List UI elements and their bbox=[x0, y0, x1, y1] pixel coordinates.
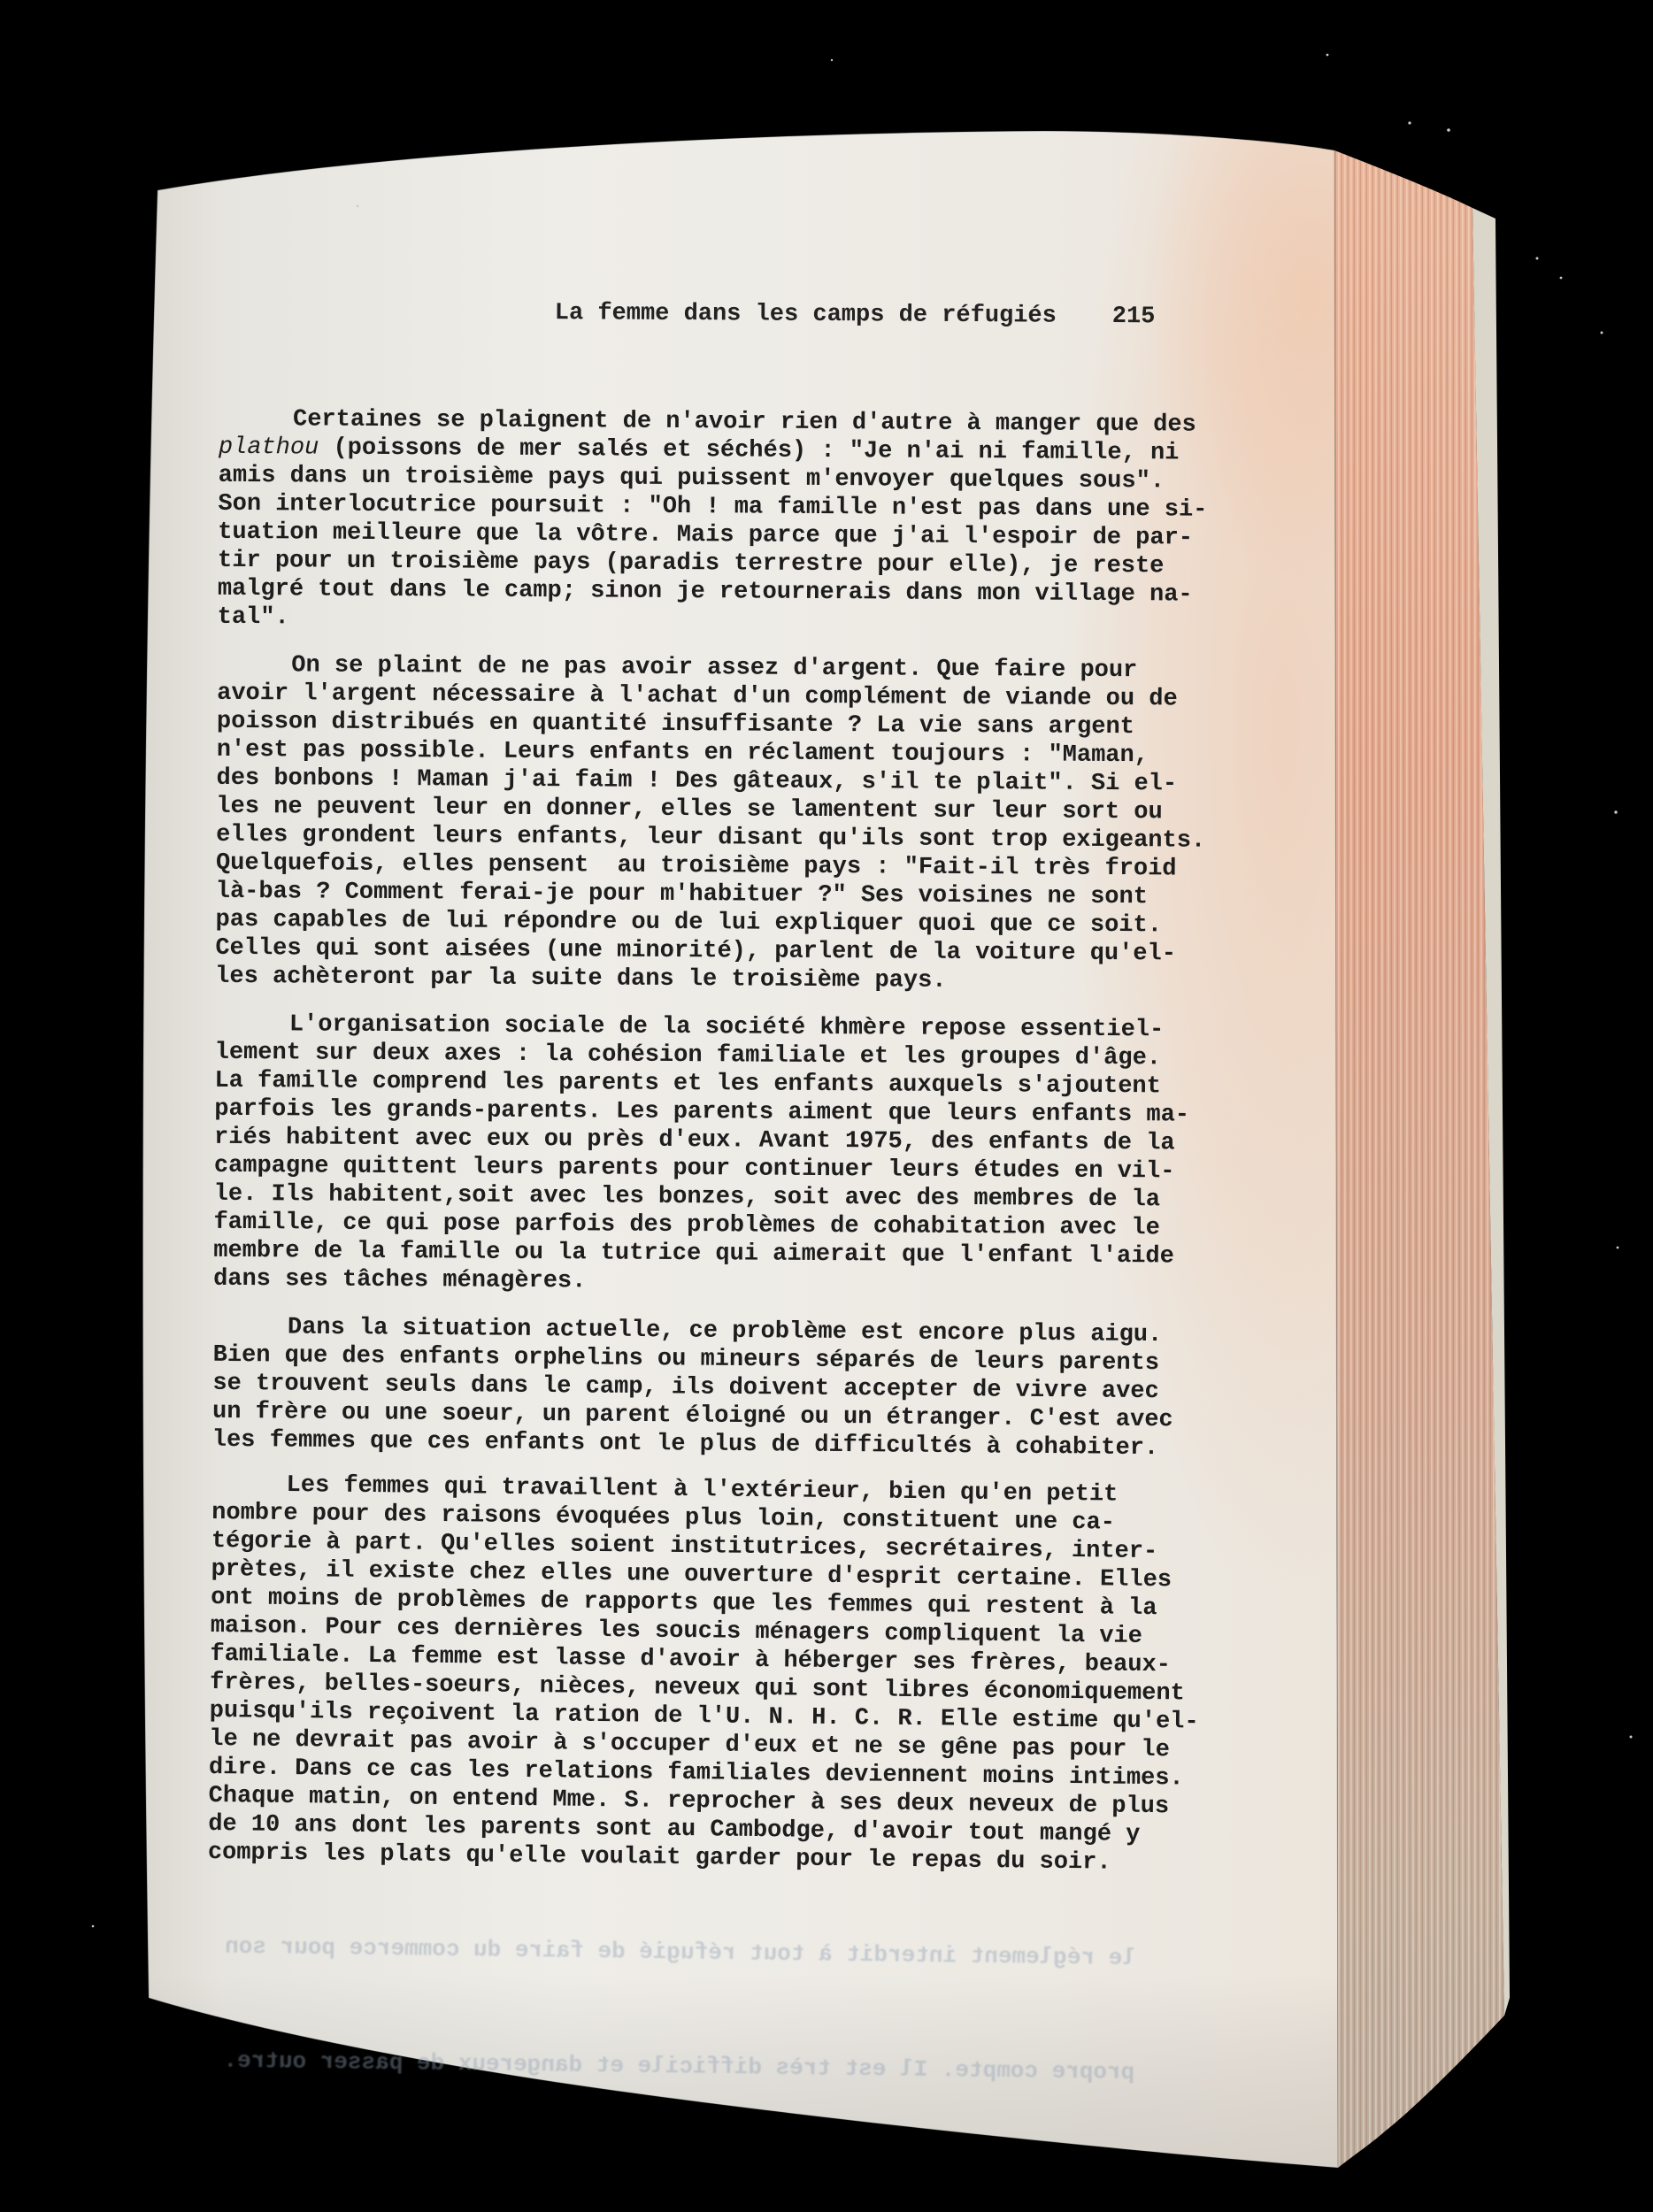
text-line: membre de la famille ou la tutrice qui aimerait que l'enfant l'aide bbox=[213, 1237, 1174, 1271]
paragraph-4 bbox=[212, 1313, 1284, 1464]
text-line: les achèteront par la suite dans le troisième pays. bbox=[215, 963, 947, 995]
text-line: tuation meilleure que la vôtre. Mais parce que j'ai l'espoir de par- bbox=[218, 518, 1194, 552]
text-line: parfois les grands-parents. Les parents aiment que leurs enfants ma- bbox=[214, 1095, 1190, 1129]
text-line: Quelquefois, elles pensent au troisième pays : "Fait-il très froid bbox=[215, 849, 1177, 883]
text-line: lement sur deux axes : la cohésion familiale et les groupes d'âge. bbox=[214, 1039, 1162, 1072]
text-line: nombre pour des raisons évoquées plus loin, constituent une ca- bbox=[211, 1500, 1116, 1537]
text-line-rest: (poissons de mer salés et séchés) : "Je n'ai ni famille, ni bbox=[319, 434, 1180, 467]
text-line: des bonbons ! Maman j'ai faim ! Des gâteaux, s'il te plait". Si el- bbox=[216, 764, 1178, 798]
text-line: elles grondent leurs enfants, leur disant qu'ils sont trop exigeants. bbox=[216, 821, 1206, 855]
text-line: Certaines se plaignent de n'avoir rien d'autre à manger que des bbox=[292, 406, 1196, 439]
paragraph-1 bbox=[218, 405, 1290, 638]
text-line: là-bas ? Comment ferai-je pour m'habituer ?" Ses voisines ne sont bbox=[215, 878, 1149, 911]
text-line: L'organisation sociale de la société khmère repose essentiel- bbox=[288, 1011, 1165, 1044]
paragraph-3 bbox=[213, 1010, 1286, 1300]
text-line: compris les plats qu'elle voulait garder pour le repas du soir. bbox=[207, 1839, 1111, 1877]
page-number: 215 bbox=[1111, 303, 1156, 331]
text-line: Les femmes qui travaillent à l'extérieur, bien qu'en petit bbox=[286, 1471, 1119, 1509]
text-line: malgré tout dans le camp; sinon je retournerais dans mon village na- bbox=[217, 575, 1193, 609]
text-line: tégorie à part. Qu'elles soient institutrices, secrétaires, inter- bbox=[211, 1528, 1158, 1566]
bleedthrough-line: propre compte. Il est très difficile et dangereux de passer outre. bbox=[223, 2047, 1135, 2085]
text-line: se trouvent seuls dans le camp, ils doivent accepter de vivre avec bbox=[212, 1370, 1159, 1406]
running-header-title: La femme dans les camps de réfugiés bbox=[554, 300, 1057, 330]
text-line: avoir l'argent nécessaire à l'achat d'un complément de viande ou de bbox=[217, 680, 1178, 713]
paragraph-2 bbox=[215, 651, 1288, 997]
text-line: dire. Dans ce cas les relations familiales deviennent moins intimes. bbox=[208, 1754, 1184, 1793]
text-line: prètes, il existe chez elles une ouverture d'esprit certaine. Elles bbox=[211, 1556, 1172, 1594]
text-line: pas capables de lui répondre ou de lui expliquer quoi que ce soit. bbox=[215, 906, 1163, 940]
text-line: tir pour un troisième pays (paradis terrestre pour elle), je reste bbox=[217, 547, 1165, 580]
text-line: tal". bbox=[217, 603, 289, 632]
text-line: frères, belles-soeurs, nièces, neveux qui sont libres économiquement bbox=[209, 1669, 1185, 1708]
text-line: On se plaint de ne pas avoir assez d'argent. Que faire pour bbox=[291, 652, 1138, 685]
text-line: La famille comprend les parents et les enfants auxquels s'ajoutent bbox=[214, 1067, 1161, 1101]
text-line: maison. Pour ces dernières les soucis ménagers compliquent la vie bbox=[210, 1612, 1143, 1650]
text-line: Celles qui sont aisées (une minorité), parlent de la voiture qu'el- bbox=[215, 934, 1177, 968]
text-line: puisqu'ils reçoivent la ration de l'U. N. H. C. R. Elle estime qu'el- bbox=[209, 1697, 1199, 1736]
italic-term: plathou bbox=[218, 434, 319, 462]
text-line: poisson distribués en quantité insuffisante ? La vie sans argent bbox=[216, 708, 1134, 741]
text-line: le. Ils habitent,soit avec les bonzes, soit avec des membres de la bbox=[213, 1180, 1161, 1214]
text-line: n'est pas possible. Leurs enfants en réclament toujours : "Maman, bbox=[216, 736, 1149, 770]
text-line: ont moins de problèmes de rapports que les femmes qui restent à la bbox=[210, 1584, 1157, 1623]
paragraph-5 bbox=[208, 1471, 1283, 1879]
text-line: le ne devrait pas avoir à s'occuper d'eux et ne se gêne pas pour le bbox=[209, 1725, 1171, 1764]
bleedthrough-line: le réglement interdit à tout réfugié de faire du commerce pour son bbox=[224, 1932, 1137, 1972]
body-text bbox=[207, 405, 1289, 1896]
text-line: campagne quittent leurs parents pour continuer leurs études en vil- bbox=[213, 1152, 1175, 1186]
text-line: un frère ou une soeur, un parent éloigné ou un étranger. C'est avec bbox=[211, 1398, 1173, 1434]
text-line: riés habitent avec eux ou près d'eux. Avant 1975, des enfants de la bbox=[213, 1124, 1175, 1157]
text-line: famille, ce qui pose parfois des problèmes de cohabitation avec le bbox=[213, 1209, 1160, 1242]
text-line: Son interlocutrice poursuit : "Oh ! ma famille n'est pas dans une si- bbox=[218, 490, 1208, 524]
text-line: Bien que des enfants orphelins ou mineurs séparés de leurs parents bbox=[212, 1341, 1160, 1378]
text-line: les femmes que ces enfants ont le plus de difficultés à cohabiter. bbox=[211, 1426, 1159, 1463]
text-line: Dans la situation actuelle, ce problème est encore plus aigu. bbox=[287, 1314, 1163, 1349]
text-line: Chaque matin, on entend Mme. S. reprocher à ses deux neveux de plus bbox=[208, 1782, 1170, 1821]
text-line: familiale. La femme est lasse d'avoir à héberger ses frères, beaux- bbox=[210, 1640, 1172, 1679]
text-line: de 10 ans dont les parents sont au Cambodge, d'avoir tout mangé y bbox=[208, 1810, 1141, 1848]
text-line: les ne peuvent leur en donner, elles se lamentent sur leur sort ou bbox=[216, 793, 1163, 826]
text-line: dans ses tâches ménagères. bbox=[213, 1265, 587, 1295]
bleedthrough-text bbox=[169, 1851, 1137, 2168]
text-line: amis dans un troisième pays qui puissent m'envoyer quelques sous". bbox=[218, 462, 1165, 495]
